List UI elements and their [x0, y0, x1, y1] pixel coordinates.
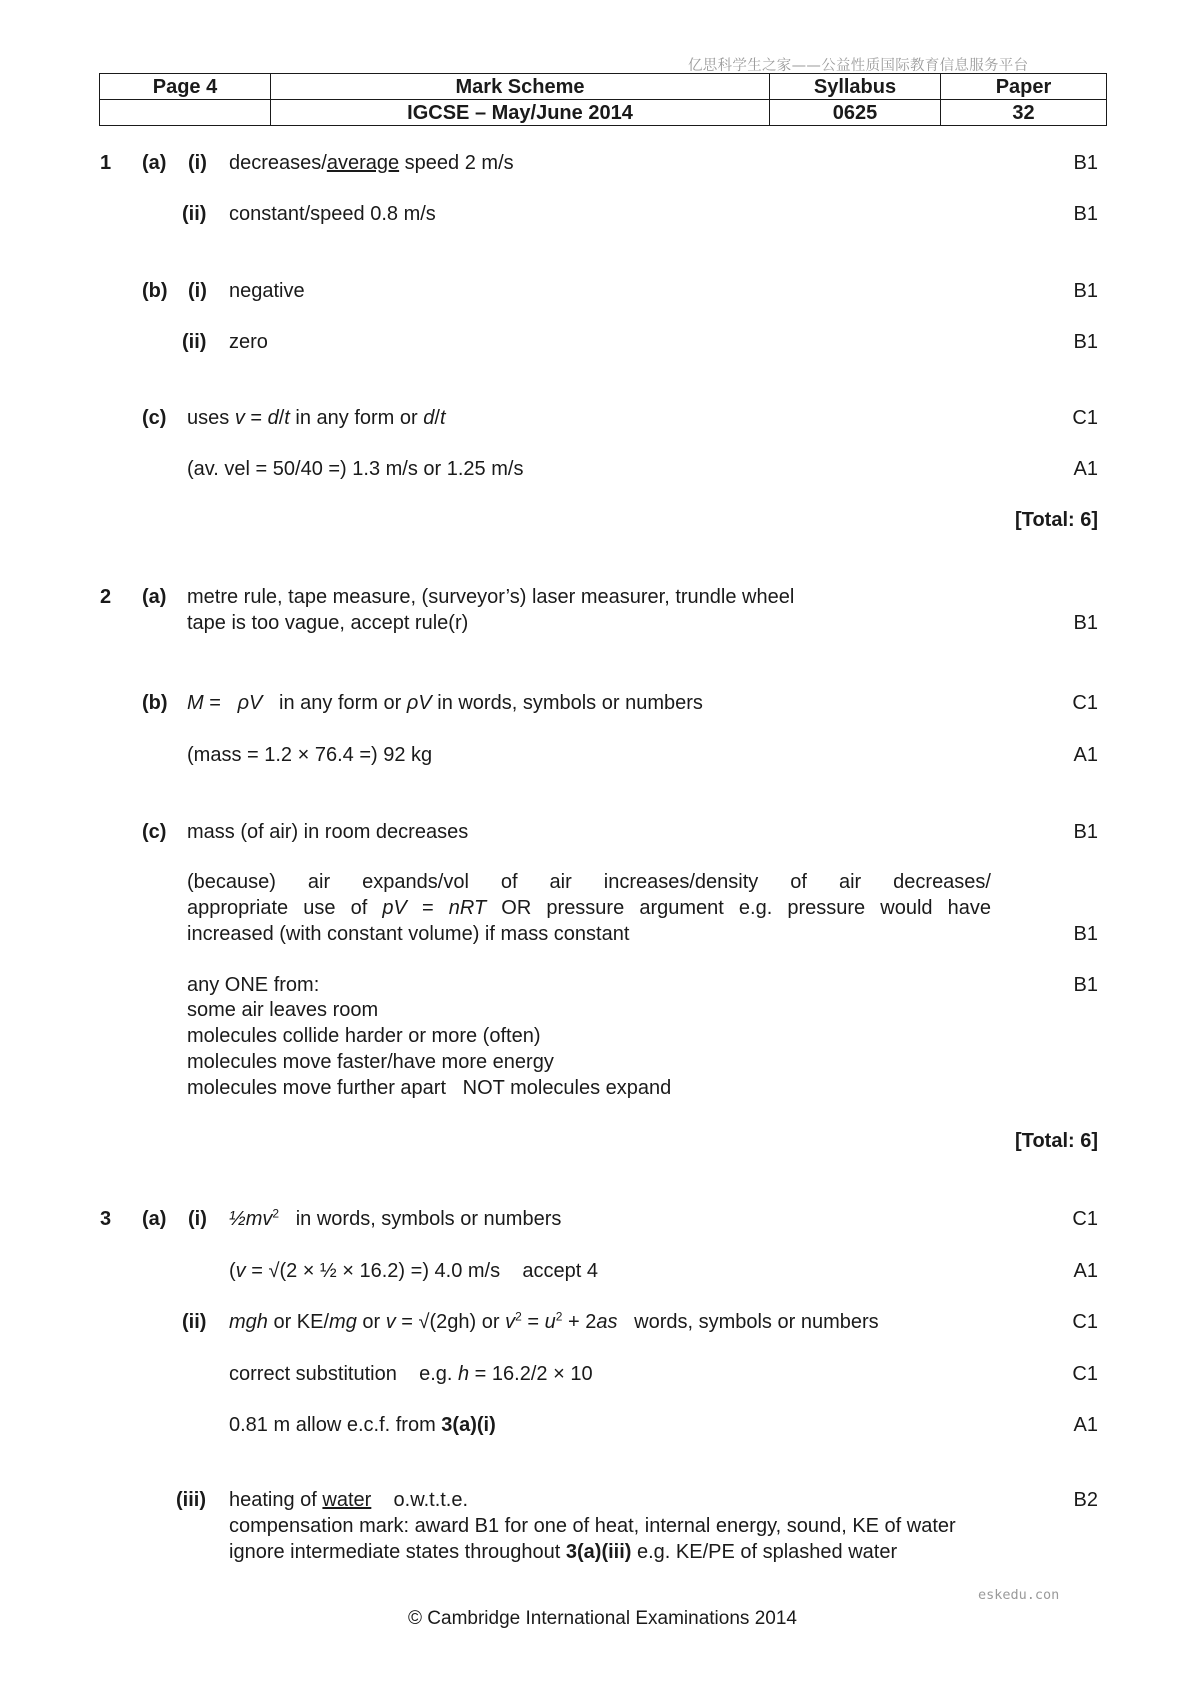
- paper-label: Paper: [941, 74, 1107, 100]
- copyright-footer: © Cambridge International Examinations 2014: [408, 1608, 797, 1629]
- mark: B1: [1073, 331, 1098, 353]
- answer-line: (av. vel = 50/40 =) 1.3 m/s or 1.25 m/s: [187, 458, 524, 480]
- header-empty-cell: [100, 100, 271, 126]
- question-number: 2: [100, 586, 112, 608]
- answer-line: metre rule, tape measure, (surveyor’s) laser measurer, trundle wheel: [187, 586, 795, 608]
- mark: B1: [1073, 152, 1098, 174]
- part-label: (a): [142, 1208, 167, 1230]
- answer-line: $\frac{1}{2}mv^2$ in words, symbols or numbers: [229, 1206, 562, 1230]
- answer-line: mass (of air) in room decreases: [187, 821, 469, 843]
- list-item: molecules move further apart NOT molecules expand: [187, 1077, 672, 1099]
- mark: C1: [1072, 1363, 1098, 1385]
- part-label: (b): [142, 280, 168, 302]
- watermark-bottom: eskedu.con: [978, 1587, 1060, 1603]
- subpart-label: (i): [188, 280, 207, 302]
- list-item: molecules move faster/have more energy: [187, 1051, 554, 1073]
- answer-line: compensation mark: award B1 for one of heat, internal energy, sound, KE of water: [229, 1515, 956, 1537]
- subpart-label: (ii): [182, 1311, 207, 1333]
- mark: A1: [1073, 1260, 1098, 1282]
- list-item: molecules collide harder or more (often): [187, 1025, 541, 1047]
- justified-line: (because) air expands/vol of air increases/density of air decreases/: [187, 871, 991, 893]
- mark: B1: [1073, 280, 1098, 302]
- answer-line: (v = √(2 × ½ × 16.2) =) 4.0 m/s accept 4: [229, 1260, 598, 1282]
- mark: B1: [1073, 203, 1098, 225]
- answer-line: M = ρV in any form or ρV in words, symbols or numbers: [187, 692, 703, 714]
- part-label: (b): [142, 692, 168, 714]
- mark: C1: [1072, 1311, 1098, 1333]
- subpart-label: (ii): [182, 331, 207, 353]
- page-number: Page 4: [100, 74, 271, 100]
- total-marks: [Total: 6]: [1015, 509, 1098, 531]
- part-label: (c): [142, 821, 167, 843]
- part-label: (a): [142, 586, 167, 608]
- mark: A1: [1073, 1414, 1098, 1436]
- mark: C1: [1072, 407, 1098, 429]
- answer-line: zero: [229, 331, 268, 353]
- paper-code: 32: [941, 100, 1107, 126]
- mark: B1: [1073, 974, 1098, 996]
- question-number: 1: [100, 152, 112, 174]
- subpart-label: (i): [188, 1208, 207, 1230]
- mark: A1: [1073, 458, 1098, 480]
- document-title: Mark Scheme: [271, 74, 770, 100]
- question-number: 3: [100, 1208, 112, 1230]
- mark: B1: [1073, 821, 1098, 843]
- exam-session: IGCSE – May/June 2014: [271, 100, 770, 126]
- justified-line: appropriate use of pV = nRT OR pressure argument e.g. pressure would have: [187, 897, 992, 919]
- answer-line: uses v = d/t in any form or d/t: [187, 407, 446, 429]
- syllabus-code: 0625: [770, 100, 941, 126]
- answer-line: correct substitution e.g. h = 16.2/2 × 10: [229, 1363, 593, 1385]
- list-item: some air leaves room: [187, 999, 379, 1021]
- mark: A1: [1073, 744, 1098, 766]
- answer-line: 0.81 m allow e.c.f. from 3(a)(i): [229, 1414, 496, 1436]
- answer-line: decreases/average speed 2 m/s: [229, 152, 514, 174]
- subpart-label: (i): [188, 152, 207, 174]
- answer-line: heating of water o.w.t.t.e.: [229, 1489, 469, 1511]
- answer-line: (mass = 1.2 × 76.4 =) 92 kg: [187, 744, 433, 766]
- list-heading: any ONE from:: [187, 974, 320, 996]
- mark: B2: [1073, 1489, 1098, 1511]
- syllabus-label: Syllabus: [770, 74, 941, 100]
- part-label: (a): [142, 152, 167, 174]
- mark: C1: [1072, 1208, 1098, 1230]
- total-marks: [Total: 6]: [1015, 1130, 1098, 1152]
- mark: C1: [1072, 692, 1098, 714]
- header-table: [99, 73, 1107, 126]
- answer-line: constant/speed 0.8 m/s: [229, 203, 436, 225]
- answer-line: negative: [229, 280, 305, 302]
- answer-line: ignore intermediate states throughout 3(a)(iii) e.g. KE/PE of splashed water: [229, 1541, 898, 1563]
- mark: B1: [1073, 923, 1098, 945]
- watermark-top: 亿思科学生之家——公益性质国际教育信息服务平台: [688, 58, 1029, 74]
- part-label: (c): [142, 407, 167, 429]
- subpart-label: (iii): [176, 1489, 206, 1511]
- answer-line: mgh or KE/mg or v = √(2gh) or $v^2 = u^2 + 2as$ words, symbols or numbers: [229, 1309, 879, 1333]
- answer-line: increased (with constant volume) if mass constant: [187, 923, 630, 945]
- answer-line: tape is too vague, accept rule(r): [187, 612, 469, 634]
- subpart-label: (ii): [182, 203, 207, 225]
- mark: B1: [1073, 612, 1098, 634]
